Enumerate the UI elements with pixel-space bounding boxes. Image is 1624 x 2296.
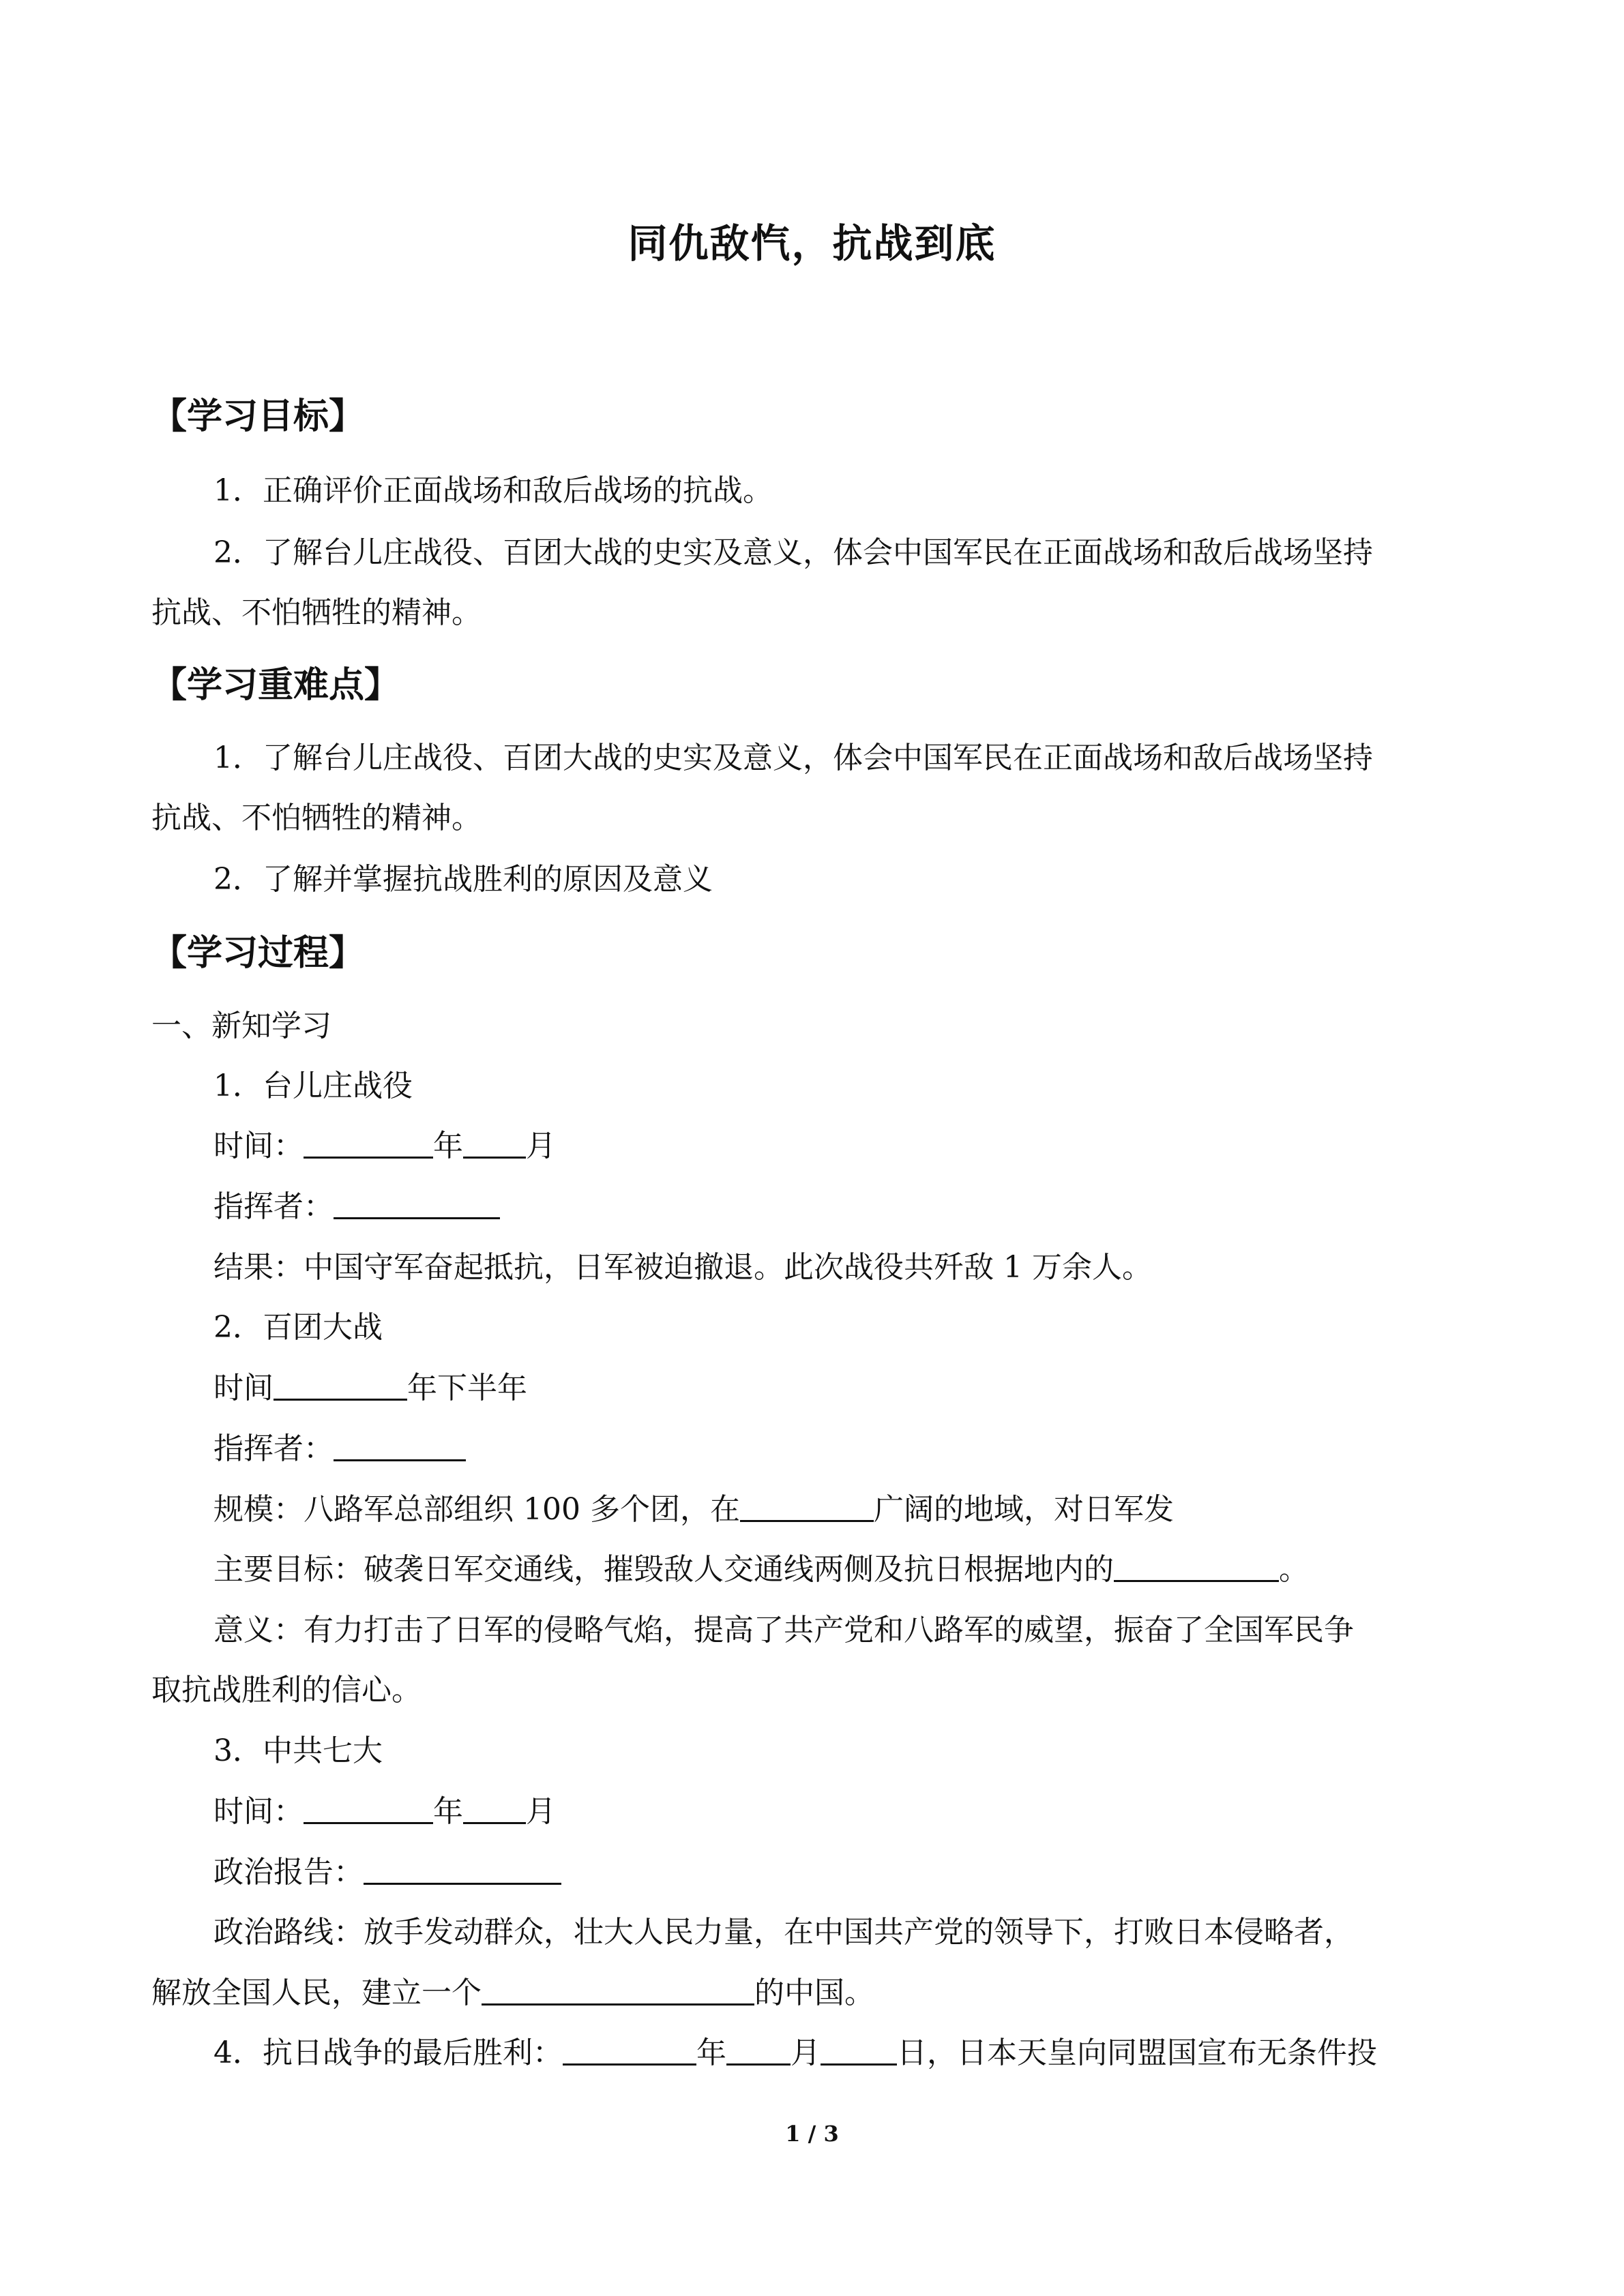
month-blank <box>726 2033 791 2066</box>
key-points-item-1-line-2: 抗战、不怕牺牲的精神。 <box>151 801 482 835</box>
victory-row <box>213 2033 1377 2074</box>
key-points-heading: 【学习重难点】 <box>151 665 400 706</box>
time-label: 时间： <box>213 1129 304 1163</box>
target-blank <box>1114 1550 1279 1582</box>
commander-blank <box>334 1187 500 1219</box>
month-label: 月 <box>791 2036 821 2070</box>
victory-suffix: 日，日本天皇向同盟国宣布无条件投 <box>897 2036 1377 2070</box>
seventh-congress-title: 3．中共七大 <box>213 1733 383 1768</box>
year-blank <box>304 1792 433 1824</box>
goal-text-a: 主要目标：破袭日军交通线，摧毁敌人交通线两侧及抗日根据地内的 <box>213 1552 1114 1587</box>
year-blank <box>304 1127 433 1159</box>
time-label: 时间： <box>213 1794 304 1829</box>
seventh-congress-line-2 <box>151 1973 874 2014</box>
taierzhuang-commander-row <box>213 1187 500 1227</box>
seventh-congress-report-row <box>213 1852 561 1893</box>
year-label: 年 <box>433 1129 463 1163</box>
country-blank <box>482 1973 754 2006</box>
month-label: 月 <box>526 1129 556 1163</box>
hundred-regiments-goal-row <box>213 1549 1309 1590</box>
report-label: 政治报告： <box>213 1855 364 1890</box>
area-blank <box>740 1490 874 1522</box>
hundred-regiments-scale-row <box>213 1489 1174 1530</box>
day-blank <box>821 2033 897 2066</box>
month-blank <box>463 1127 526 1159</box>
month-label: 月 <box>526 1794 556 1829</box>
hundred-regiments-commander-row <box>213 1429 466 1470</box>
hundred-regiments-meaning-line-1: 意义：有力打击了日军的侵略气焰，提高了共产党和八路军的威望，振奋了全国军民争 <box>213 1613 1354 1648</box>
seventh-congress-time-row <box>213 1791 556 1832</box>
taierzhuang-result: 结果：中国守军奋起抵抗，日军被迫撤退。此次战役共歼敌 1 万余人。 <box>213 1250 1152 1285</box>
seventh-congress-line-1: 政治路线：放手发动群众，壮大人民力量，在中国共产党的领导下，打败日本侵略者， <box>213 1915 1354 1950</box>
page-number: 1 / 3 <box>785 2121 839 2147</box>
report-blank <box>364 1853 561 1885</box>
process-heading: 【学习过程】 <box>151 933 365 974</box>
commander-label: 指挥者： <box>213 1189 334 1224</box>
line-2-text-a: 解放全国人民，建立一个 <box>151 1976 482 2010</box>
time-label: 时间 <box>213 1371 274 1405</box>
page-title: 同仇敌忾，抗战到底 <box>628 220 996 267</box>
goals-item-2-line-2: 抗战、不怕牺牲的精神。 <box>151 595 482 630</box>
taierzhuang-title: 1．台儿庄战役 <box>213 1069 413 1103</box>
key-points-item-1-line-1: 1．了解台儿庄战役、百团大战的史实及意义，体会中国军民在正面战场和敌后战场坚持 <box>213 741 1373 775</box>
commander-label: 指挥者： <box>213 1431 334 1466</box>
scale-text-a: 规模：八路军总部组织 100 多个团，在 <box>213 1492 740 1527</box>
hundred-regiments-meaning-line-2: 取抗战胜利的信心。 <box>151 1673 422 1708</box>
line-2-text-b: 的中国。 <box>754 1976 874 2010</box>
year-blank <box>274 1369 407 1401</box>
taierzhuang-time-row <box>213 1126 556 1167</box>
scale-text-b: 广阔的地域，对日军发 <box>873 1492 1174 1527</box>
commander-blank <box>334 1429 466 1461</box>
hundred-regiments-time-row <box>213 1368 527 1409</box>
victory-prefix: 4．抗日战争的最后胜利： <box>213 2036 563 2070</box>
goals-item-2-line-1: 2．了解台儿庄战役、百团大战的史实及意义，体会中国军民在正面战场和敌后战场坚持 <box>213 535 1373 570</box>
month-blank <box>463 1792 526 1824</box>
goals-item-1: 1．正确评价正面战场和敌后战场的抗战。 <box>213 473 773 508</box>
year-blank <box>563 2033 696 2066</box>
goal-text-b: 。 <box>1279 1552 1309 1587</box>
key-points-item-2: 2．了解并掌握抗战胜利的原因及意义 <box>213 862 713 897</box>
year-label: 年 <box>696 2036 726 2070</box>
part-1-label: 一、新知学习 <box>151 1009 331 1043</box>
year-label: 年 <box>433 1794 463 1829</box>
hundred-regiments-title: 2．百团大战 <box>213 1310 383 1345</box>
time-suffix: 年下半年 <box>407 1371 527 1405</box>
goals-heading: 【学习目标】 <box>151 396 365 437</box>
